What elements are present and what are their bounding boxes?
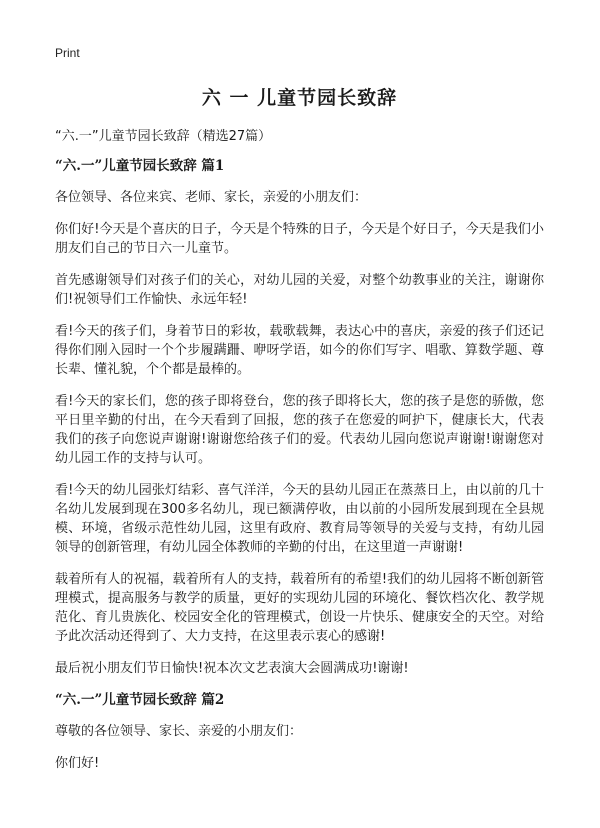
paragraph: 各位领导、各位来宾、老师、家长，亲爱的小朋友们： — [55, 190, 368, 205]
paragraph: 尊敬的各位领导、家长、亲爱的小朋友们： — [55, 724, 303, 739]
paragraph: 你们好!今天是个喜庆的日子，今天是个特殊的日子，今天是个好日子，今天是我们小朋友们自己的节日六一儿童节。 — [55, 222, 544, 256]
print-label[interactable]: Print — [55, 46, 80, 60]
section-1 — [55, 157, 544, 678]
section-heading: “六.一”儿童节园长致辞 篇2 — [55, 692, 225, 708]
paragraph: 最后祝小朋友们节日愉快!祝本次文艺表演大会圆满成功!谢谢! — [55, 661, 409, 676]
paragraph: 首先感谢领导们对孩子们的关心，对幼儿园的关爱，对整个幼教事业的关注，谢谢你们!祝领导们工作愉快、永远年轻! — [55, 273, 544, 307]
section-2 — [55, 691, 544, 773]
paragraph: 看!今天的幼儿园张灯结彩、喜气洋洋，今天的县幼儿园正在蒸蒸日上，由以前的几十名幼儿发展到现在300多名幼儿，现已额满停收，由以前的小园所发展到现在全县规模、环境，省级示范性幼儿园，这里有政府、教育局等领导的关爱与支持，有幼儿园领导的创新管理，有幼儿园全体教师的辛勤的付出，在这里道一声谢谢! — [55, 483, 544, 555]
paragraph: 看!今天的孩子们，身着节日的彩妆，载歌载舞，表达心中的喜庆，亲爱的孩子们还记得你们刚入园时一个个步履蹒跚、咿呀学语，如今的你们写字、唱歌、算数学题、尊长辈、懂礼貌，个个都是最棒的。 — [55, 324, 544, 377]
document-title: 六 一 儿童节园长致辞 — [201, 87, 398, 109]
section-heading: “六.一”儿童节园长致辞 篇1 — [55, 158, 225, 174]
paragraph: 看!今天的家长们，您的孩子即将登台，您的孩子即将长大，您的孩子是您的骄傲，您平日里辛勤的付出，在今天看到了回报，您的孩子在您爱的呵护下，健康长大，代表我们的孩子向您说声谢谢!谢谢您给孩子们的爱。代表幼儿园向您说声谢谢!谢谢您对幼儿园工作的支持与认可。 — [55, 394, 544, 466]
paragraph: 你们好! — [55, 756, 100, 771]
document-subtitle: “六.一”儿童节园长致辞（精选27篇） — [55, 129, 272, 144]
paragraph: 载着所有人的祝福，载着所有人的支持，载着所有的希望!我们的幼儿园将不断创新管理模式，提高服务与教学的质量，更好的实现幼儿园的环境化、餐饮档次化、教学规范化、育儿贵族化、校园安全化的管理模式，创设一片快乐、健康安全的天空。对给予此次活动还得到了、大力支持，在这里表示衷心的感谢! — [55, 572, 544, 644]
